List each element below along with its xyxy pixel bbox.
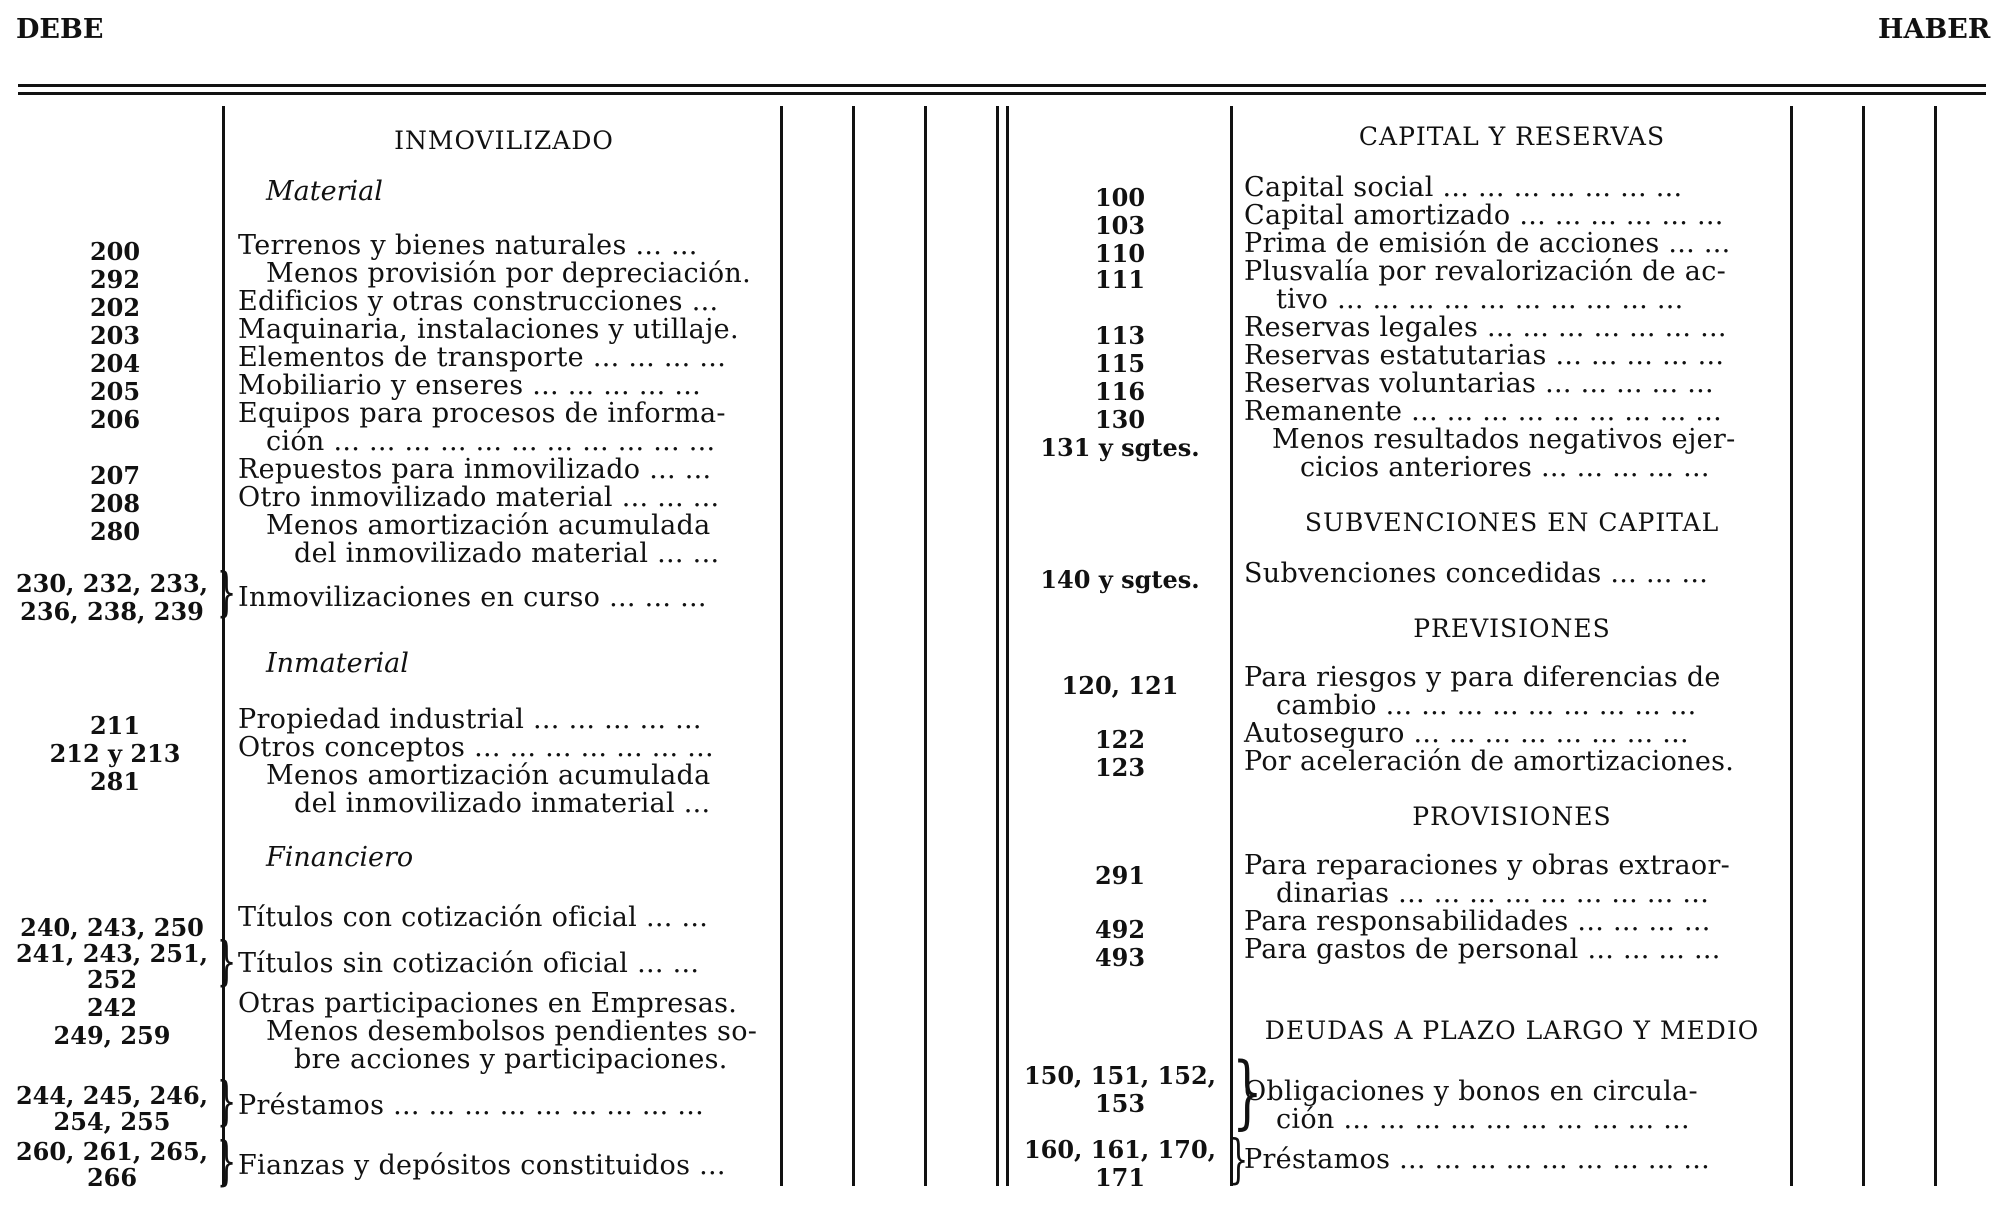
top-rule bbox=[18, 84, 1986, 87]
account-code: 249, 259 bbox=[53, 1021, 171, 1050]
account-code: 260, 261, 265, bbox=[15, 1137, 209, 1166]
account-code: 120, 121 bbox=[1061, 671, 1179, 700]
account-code: 160, 161, 170, bbox=[1023, 1135, 1217, 1164]
account-text: ción ... ... ... ... ... ... ... ... ... ... ... bbox=[266, 426, 716, 457]
account-text: Menos amortización acumulada bbox=[266, 760, 711, 791]
column-divider bbox=[924, 106, 927, 1186]
account-code: 202 bbox=[89, 293, 141, 322]
account-text: Reservas voluntarias ... ... ... ... ... bbox=[1244, 368, 1714, 399]
account-code: 211 bbox=[89, 711, 141, 740]
account-text: Reservas estatutarias ... ... ... ... ... bbox=[1244, 340, 1725, 371]
account-code: 115 bbox=[1094, 349, 1146, 378]
account-text: Equipos para procesos de informa- bbox=[238, 398, 726, 429]
column-divider bbox=[780, 106, 783, 1186]
account-code: 200 bbox=[89, 237, 141, 266]
account-code: 242 bbox=[86, 993, 138, 1022]
haber-label: HABER bbox=[1878, 14, 1991, 45]
account-code: 493 bbox=[1094, 943, 1146, 972]
account-text: Otros conceptos ... ... ... ... ... ... ... bbox=[238, 732, 714, 763]
account-text: Menos desembolsos pendientes so- bbox=[266, 1016, 758, 1047]
account-code: 244, 245, 246, bbox=[15, 1081, 209, 1110]
account-text: dinarias ... ... ... ... ... ... ... ... ... bbox=[1276, 878, 1710, 909]
account-code: 292 bbox=[89, 265, 141, 294]
account-code: 203 bbox=[89, 321, 141, 350]
account-text: Prima de emisión de acciones ... ... bbox=[1244, 228, 1731, 259]
account-text: Para reparaciones y obras extraor- bbox=[1244, 850, 1731, 881]
account-text: Títulos con cotización oficial ... ... bbox=[238, 902, 709, 933]
account-code: 205 bbox=[89, 377, 141, 406]
brace: } bbox=[1228, 1130, 1249, 1190]
column-divider bbox=[996, 106, 999, 1186]
account-code: 236, 238, 239 bbox=[20, 597, 204, 626]
account-code: 230, 232, 233, bbox=[15, 569, 209, 598]
account-text: Plusvalía por revalorización de ac- bbox=[1244, 256, 1727, 287]
account-text: Edificios y otras construcciones ... bbox=[238, 286, 719, 317]
account-text: Títulos sin cotización oficial ... ... bbox=[238, 948, 700, 979]
brace: } bbox=[216, 1132, 237, 1192]
account-text: Capital amortizado ... ... ... ... ... ... bbox=[1244, 200, 1724, 231]
brace: } bbox=[216, 932, 237, 992]
brace: } bbox=[216, 563, 237, 623]
account-code: 240, 243, 250 bbox=[20, 913, 204, 942]
account-text: Menos resultados negativos ejer- bbox=[1272, 424, 1736, 455]
account-text: tivo ... ... ... ... ... ... ... ... ... ... bbox=[1276, 284, 1684, 315]
account-code: 281 bbox=[89, 767, 141, 796]
account-text: Repuestos para inmovilizado ... ... bbox=[238, 454, 712, 485]
account-text: cambio ... ... ... ... ... ... ... ... ... bbox=[1276, 690, 1697, 721]
account-code: 130 bbox=[1094, 405, 1146, 434]
account-code: 103 bbox=[1094, 211, 1146, 240]
column-divider bbox=[1006, 106, 1009, 1186]
account-code: 150, 151, 152, bbox=[1023, 1061, 1217, 1090]
account-code: 212 y 213 bbox=[49, 739, 181, 768]
section-subvenciones: SUBVENCIONES EN CAPITAL bbox=[1304, 508, 1720, 537]
account-code: 208 bbox=[89, 489, 141, 518]
account-text: Autoseguro ... ... ... ... ... ... ... ... bbox=[1244, 718, 1689, 749]
subsection-material: Material bbox=[266, 176, 383, 207]
column-divider bbox=[1862, 106, 1865, 1186]
account-text: Menos provisión por depreciación. bbox=[266, 258, 751, 289]
brace: } bbox=[1232, 1045, 1263, 1138]
account-text: del inmovilizado material ... ... bbox=[294, 538, 720, 569]
section-previsiones: PREVISIONES bbox=[1413, 614, 1611, 643]
account-code: 116 bbox=[1094, 377, 1146, 406]
section-provisiones: PROVISIONES bbox=[1412, 802, 1612, 831]
account-text: Mobiliario y enseres ... ... ... ... ... bbox=[238, 370, 701, 401]
account-code: 207 bbox=[89, 461, 141, 490]
subsection-financiero: Financiero bbox=[266, 842, 414, 873]
account-text: Para responsabilidades ... ... ... ... bbox=[1244, 906, 1711, 937]
account-code: 206 bbox=[89, 405, 141, 434]
account-text: ción ... ... ... ... ... ... ... ... ... ... bbox=[1276, 1104, 1690, 1135]
account-text: cicios anteriores ... ... ... ... ... bbox=[1300, 452, 1710, 483]
account-code: 110 bbox=[1094, 239, 1146, 268]
account-code: 100 bbox=[1094, 183, 1146, 212]
top-rule-double bbox=[18, 92, 1986, 95]
account-text: Inmovilizaciones en curso ... ... ... bbox=[238, 582, 707, 613]
account-text: Por aceleración de amortizaciones. bbox=[1244, 746, 1735, 777]
account-code: 252 bbox=[86, 965, 138, 994]
account-text: Otras participaciones en Empresas. bbox=[238, 988, 738, 1019]
column-divider bbox=[222, 106, 225, 1186]
account-text: Obligaciones y bonos en circula- bbox=[1244, 1076, 1698, 1107]
account-text: Menos amortización acumulada bbox=[266, 510, 711, 541]
account-text: Préstamos ... ... ... ... ... ... ... ... ... bbox=[238, 1090, 705, 1121]
account-code: 492 bbox=[1094, 915, 1146, 944]
brace: } bbox=[216, 1072, 237, 1132]
account-text: Maquinaria, instalaciones y utillaje. bbox=[238, 314, 739, 345]
account-code: 280 bbox=[89, 517, 141, 546]
account-code: 122 bbox=[1094, 725, 1146, 754]
account-code: 123 bbox=[1094, 753, 1146, 782]
account-code: 204 bbox=[89, 349, 141, 378]
account-code: 266 bbox=[86, 1163, 138, 1192]
account-code: 153 bbox=[1094, 1089, 1146, 1118]
account-code: 111 bbox=[1094, 265, 1146, 294]
column-divider bbox=[1790, 106, 1793, 1186]
account-text: Para gastos de personal ... ... ... ... bbox=[1244, 934, 1721, 965]
debe-label: DEBE bbox=[16, 14, 104, 45]
account-text: Otro inmovilizado material ... ... ... bbox=[238, 482, 720, 513]
account-text: del inmovilizado inmaterial ... bbox=[294, 788, 711, 819]
account-text: Para riesgos y para diferencias de bbox=[1244, 662, 1721, 693]
section-inmovilizado: INMOVILIZADO bbox=[394, 126, 614, 155]
account-text: Propiedad industrial ... ... ... ... ... bbox=[238, 704, 702, 735]
account-text: Elementos de transporte ... ... ... ... bbox=[238, 342, 727, 373]
account-code: 254, 255 bbox=[53, 1107, 171, 1136]
account-code: 131 y sgtes. bbox=[1040, 433, 1200, 462]
account-text: Remanente ... ... ... ... ... ... ... ... ... bbox=[1244, 396, 1723, 427]
account-code: 140 y sgtes. bbox=[1040, 565, 1200, 594]
account-text: Fianzas y depósitos constituidos ... bbox=[238, 1150, 726, 1181]
account-text: bre acciones y participaciones. bbox=[294, 1044, 728, 1075]
account-text: Capital social ... ... ... ... ... ... ... bbox=[1244, 172, 1683, 203]
section-deudas: DEUDAS A PLAZO LARGO Y MEDIO bbox=[1264, 1016, 1760, 1045]
section-capital-y-reservas: CAPITAL Y RESERVAS bbox=[1358, 122, 1666, 151]
account-code: 291 bbox=[1094, 861, 1146, 890]
account-code: 171 bbox=[1094, 1163, 1146, 1192]
account-text: Terrenos y bienes naturales ... ... bbox=[238, 230, 698, 261]
account-code: 113 bbox=[1094, 321, 1146, 350]
account-text: Préstamos ... ... ... ... ... ... ... ... ... bbox=[1244, 1144, 1711, 1175]
subsection-inmaterial: Inmaterial bbox=[266, 648, 409, 679]
column-divider bbox=[1934, 106, 1937, 1186]
account-code: 241, 243, 251, bbox=[15, 939, 209, 968]
column-divider bbox=[1230, 106, 1233, 1186]
account-text: Reservas legales ... ... ... ... ... ... ... bbox=[1244, 312, 1727, 343]
account-text: Subvenciones concedidas ... ... ... bbox=[1244, 558, 1709, 589]
column-divider bbox=[852, 106, 855, 1186]
